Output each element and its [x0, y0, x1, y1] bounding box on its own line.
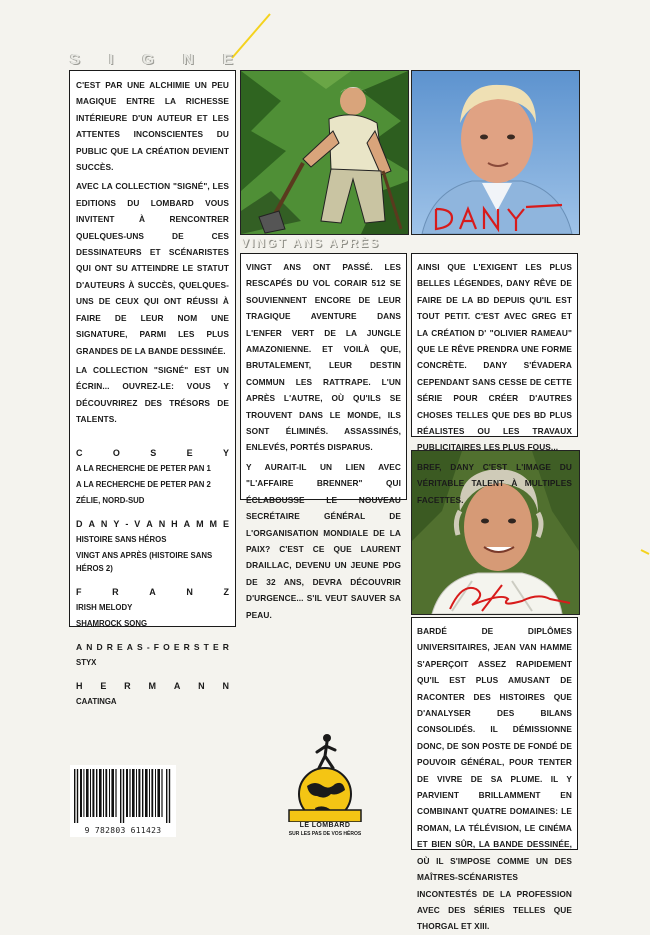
album-title: VINGT ANS APRÈS (HISTOIRE SANS HÉROS 2)	[76, 550, 213, 573]
album-title: ZÉLIE, NORD-SUD	[76, 495, 145, 505]
intro-paragraph: LA COLLECTION "SIGNÉ" EST UN ÉCRIN... OUVREZ-LE: VOUS Y DÉCOUVRIREZ DES TRÉSORS DE TALENTS.	[76, 364, 229, 425]
author-name: F R A N Z	[76, 586, 229, 597]
intro-paragraph: AVEC LA COLLECTION "SIGNÉ", LES EDITIONS DU LOMBARD VOUS INVITENT À RENCONTRER QUELQUES-UNS DE CES DESSINATEURS ET SCÉNARISTES QUI ONT SU ATTEINDRE LE STATUT D'AUTEURS À SUCCÈS, QUELQUES-UNS DE CEUX QUI ONT RÉUSSI À FAIRE DE LEUR NOM UNE SIGNATURE, PARMI LES PLUS GRANDES DE LA BANDE DESSINÉE.	[76, 181, 229, 356]
author-dany-van-hamme	[76, 519, 229, 575]
dany-signature	[430, 201, 570, 235]
biography-paragraph: AINSI QUE L'EXIGENT LES PLUS BELLES LÉGENDES, DANY RÊVE DE FAIRE DE LA BD DEPUIS QU'IL EST TOUT PETIT. C'EST AVEC GREG ET LA CRÉATION D' "OLIVIER RAMEAU" QUE LE RÊVE PRENDRA UNE FORME CONCRÈTE. DANY S'ÉVADERA CEPENDANT SANS CESSE DE CETTE SÉRIE POUR CRÉER D'AUTRES CHOSES TELLES QUE DES BD PLUS RÉALISTES OU LES TRAVAUX PUBLICITAIRES LES PLUS FOUS...	[417, 262, 572, 453]
publisher-tagline: SUR LES PAS DE VOS HÉROS	[288, 831, 362, 837]
decorative-dash	[640, 548, 650, 558]
author-name: C O S E Y	[76, 447, 229, 458]
van-hamme-signature	[442, 579, 576, 615]
author-name: D A N Y - V A N H A M M E	[76, 518, 229, 529]
van-hamme-biography	[411, 617, 578, 932]
synopsis-paragraph: VINGT ANS ONT PASSÉ. LES RESCAPÉS DU VOL CORAIR 512 SE SOUVIENNENT ENCORE DE LEUR TRAGIQUE AVENTURE DANS L'ENFER VERT DE LA JUNGLE AMAZONIENNE. ET VOILÀ QUE, BRUTALEMENT, LEUR DESTIN COMMUN LES RATTRAPE. L'UN APRÈS L'AUTRE, OÙ QU'ILS SE TROUVENT DANS LE MONDE, ILS SONT ÉLIMINÉS. ASSASSINÉS, ENLEVÉS, PORTÉS DISPARUS.	[246, 262, 401, 453]
author-franz	[76, 587, 229, 630]
jungle-explorer-illustration	[241, 71, 408, 234]
collection-column	[69, 70, 236, 706]
album-title: SHAMROCK SONG	[76, 618, 148, 628]
comic-panel-image	[240, 70, 409, 235]
author-name: H E R M A N N	[76, 680, 229, 691]
globe-walker-icon	[285, 730, 365, 822]
author-name: A N D R E A S - F O E R S T E R	[76, 641, 229, 652]
author-hermann	[76, 681, 229, 708]
publisher-name: LE LOMBARD	[299, 822, 351, 829]
collection-title: S I G N E	[70, 51, 235, 68]
intro-paragraph: C'EST PAR UNE ALCHIMIE UN PEU MAGIQUE ENTRE LA RICHESSE INTÉRIEURE D'UN AUTEUR ET LES ATTENTES INCONSCIENTES DU PUBLIC QUE LA CRÉATION DEVIENT SUCCÈS.	[76, 80, 229, 173]
decorative-line	[230, 0, 290, 60]
synopsis-paragraph: Y AURAIT-IL UN LIEN AVEC "L'AFFAIRE BRENNER" QUI ÉCLABOUSSE LE NOUVEAU SECRÉTAIRE GÉNÉRAL DE L'ORGANISATION MONDIALE DE LA PAIX? C'EST CE QUE LAURENT DRAILLAC, DEVENU UN JEUNE PDG DE 32 ANS, DEVRA DÉCOUVRIR D'URGENCE... S'IL VEUT SAUVER SA PEAU.	[246, 461, 401, 620]
barcode	[70, 765, 176, 837]
album-title: STYX	[76, 657, 97, 667]
album-section-title: VINGT ANS APRÈS	[241, 236, 381, 250]
album-title: HISTOIRE SANS HÉROS	[76, 534, 167, 544]
album-synopsis	[240, 253, 407, 620]
biography-paragraph: BREF, DANY C'EST L'IMAGE DU VÉRITABLE TALENT À MULTIPLES FACETTES.	[417, 461, 572, 505]
dany-portrait-photo	[411, 70, 580, 235]
author-cosey	[76, 448, 229, 507]
barcode-bars	[74, 769, 172, 823]
biography-paragraph: BARDÉ DE DIPLÔMES UNIVERSITAIRES, JEAN VAN HAMME S'APERÇOIT ASSEZ RAPIDEMENT QU'IL EST PLUS AMUSANT DE RACONTER DES HISTOIRES QUE D'ANALYSER DES BILANS CONSOLIDÉS. IL DÉMISSIONNE DONC, DE SON POSTE DE FONDÉ DE POUVOIR GÉNÉRAL, POUR TENTER DE VIVRE DE SA PLUME. IL Y PARVIENT BRILLAMMENT EN COMBINANT QUATRE DOMAINES: LE ROMAN, LA TÉLÉVISION, LE CINÉMA ET BIEN SÛR, LA BANDE DESSINÉE, OÙ IL S'IMPOSE COMME UN DES MAÎTRES-SCÉNARISTES INCONTESTÉS DE LA PROFESSION AVEC DES SÉRIES TELLES QUE THORGAL ET XIII.	[417, 626, 572, 932]
collection-intro	[76, 77, 229, 428]
album-title: CAATINGA	[76, 696, 117, 706]
album-title: IRISH MELODY	[76, 602, 133, 612]
dany-biography	[411, 253, 578, 505]
le-lombard-logo	[285, 730, 365, 840]
album-title: A LA RECHERCHE DE PETER PAN 1	[76, 463, 211, 473]
album-title: A LA RECHERCHE DE PETER PAN 2	[76, 479, 211, 489]
barcode-number: 9 782803 611423	[84, 826, 162, 835]
author-andreas-foerster	[76, 642, 229, 669]
